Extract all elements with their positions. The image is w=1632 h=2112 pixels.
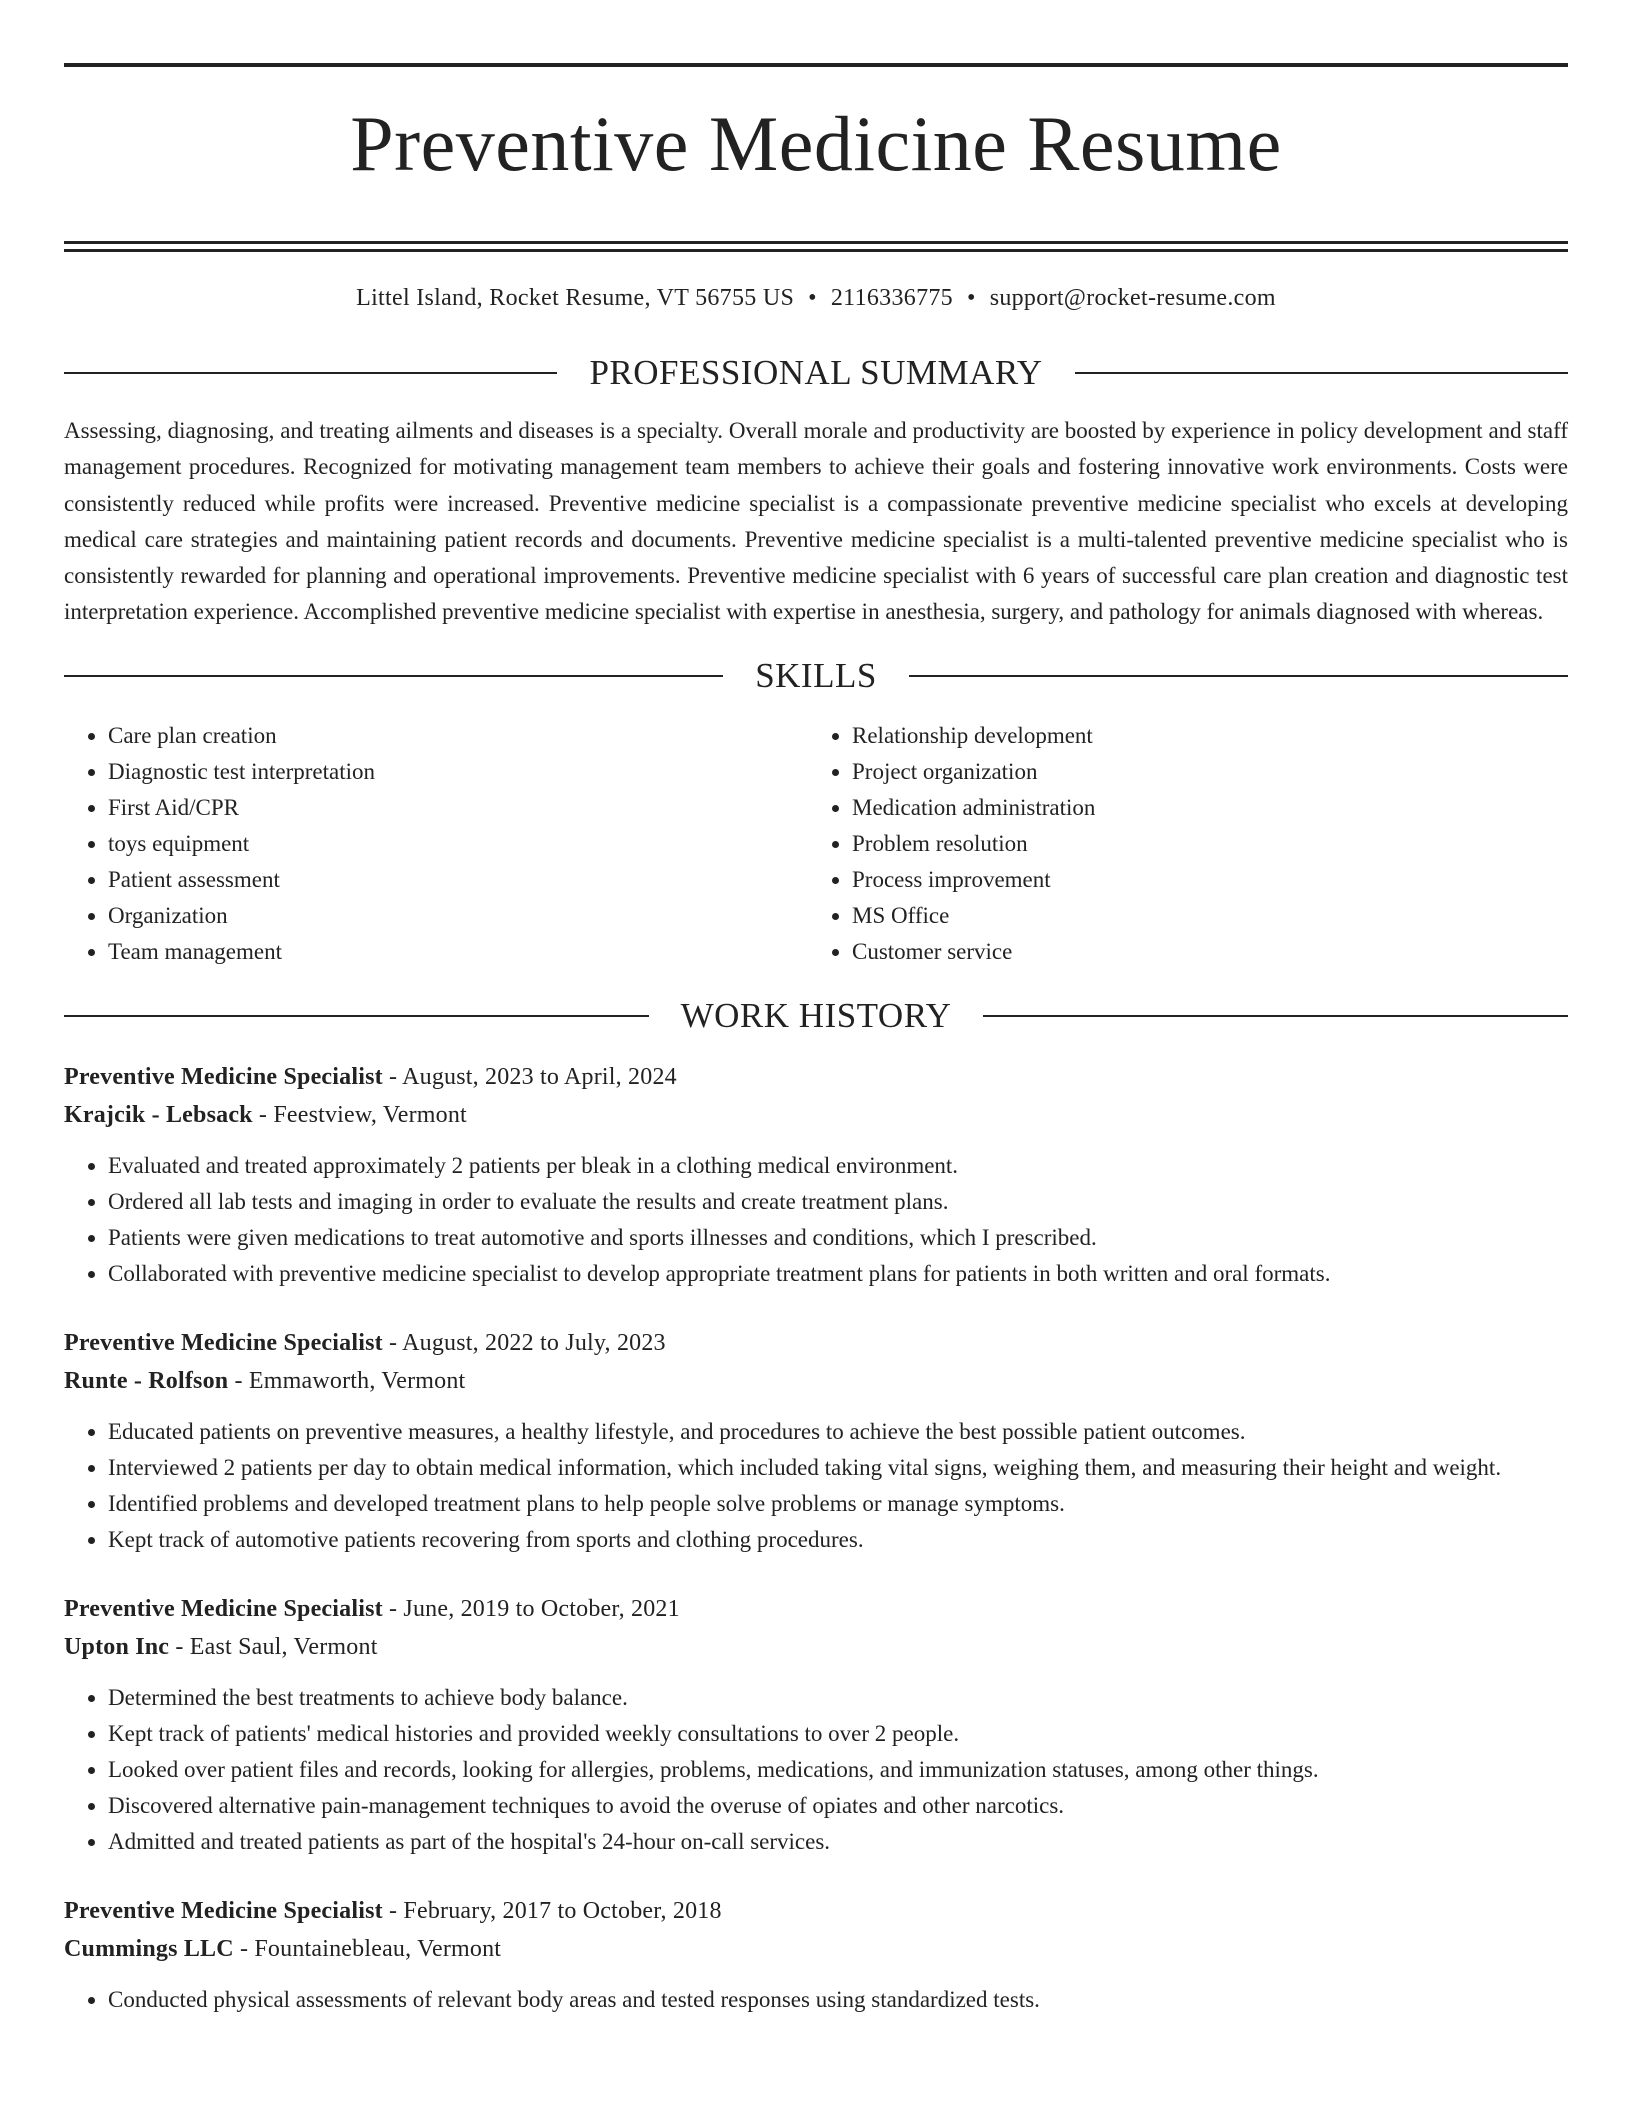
job-bullet: • Identified problems and developed treatment plans to help people solve problems or manage symptoms. — [108, 1486, 1568, 1522]
job-company-line — [64, 1096, 1568, 1134]
job-bullet: • Kept track of automotive patients recovering from sports and clothing procedures. — [108, 1522, 1568, 1558]
skills-heading-label: SKILLS — [755, 656, 877, 696]
skill-item: • Team management — [108, 934, 808, 970]
job-title-line — [64, 1892, 1568, 1930]
job-bullets — [64, 1982, 1568, 2018]
job-title: Preventive Medicine Specialist — [64, 1330, 383, 1357]
job-bullet: • Discovered alternative pain-management techniques to avoid the overuse of opiates and other narcotics. — [108, 1788, 1568, 1824]
skill-item: • Medication administration — [852, 790, 1552, 826]
title-double-rule — [64, 241, 1568, 252]
job-bullet: • Determined the best treatments to achieve body balance. — [108, 1680, 1568, 1716]
job-dates: - June, 2019 to October, 2021 — [382, 1596, 680, 1623]
job-entry — [64, 1590, 1568, 1860]
job-location: - Emmaworth, Vermont — [228, 1368, 466, 1395]
heading-rule-left — [64, 675, 723, 677]
job-title-line — [64, 1590, 1568, 1628]
job-company: Runte - Rolfson — [64, 1368, 229, 1395]
contact-separator: • — [966, 285, 976, 312]
skill-item: • MS Office — [852, 898, 1552, 934]
contact-email: support@rocket-resume.com — [989, 285, 1276, 312]
job-company-line — [64, 1930, 1568, 1968]
contact-line — [64, 283, 1568, 313]
skills-heading — [64, 656, 1568, 696]
job-bullet: • Conducted physical assessments of relevant body areas and tested responses using standardized tests. — [108, 1982, 1568, 2018]
job-company: Krajcik - Lebsack — [64, 1102, 253, 1129]
contact-address: Littel Island, Rocket Resume, VT 56755 US — [356, 285, 795, 312]
job-company: Cummings LLC — [64, 1936, 234, 1963]
job-company: Upton Inc — [64, 1634, 170, 1661]
job-dates: - August, 2022 to July, 2023 — [382, 1330, 666, 1357]
job-company-line — [64, 1362, 1568, 1400]
contact-phone: 2116336775 — [830, 285, 953, 312]
job-bullet: • Interviewed 2 patients per day to obtain medical information, which included taking vital signs, weighing them, and measuring their height and weight. — [108, 1450, 1568, 1486]
skill-item: • Organization — [108, 898, 808, 934]
job-bullets — [64, 1148, 1568, 1292]
skill-item: • Project organization — [852, 754, 1552, 790]
work-heading-label: WORK HISTORY — [680, 996, 952, 1036]
skills-list — [64, 718, 1568, 970]
skill-item: • Problem resolution — [852, 826, 1552, 862]
skill-item: • Customer service — [852, 934, 1552, 970]
job-title: Preventive Medicine Specialist — [64, 1064, 383, 1091]
heading-rule-right — [909, 675, 1568, 677]
job-bullet: • Kept track of patients' medical histories and provided weekly consultations to over 2 people. — [108, 1716, 1568, 1752]
job-title: Preventive Medicine Specialist — [64, 1596, 383, 1623]
heading-rule-left — [64, 372, 557, 374]
job-bullet: • Ordered all lab tests and imaging in order to evaluate the results and create treatment plans. — [108, 1184, 1568, 1220]
job-location: - Feestview, Vermont — [252, 1102, 467, 1129]
page-title: Preventive Medicine Resume — [350, 100, 1282, 187]
heading-rule-right — [1075, 372, 1568, 374]
heading-rule-left — [64, 1015, 649, 1017]
top-rule — [64, 63, 1568, 67]
skill-item: • Patient assessment — [108, 862, 808, 898]
skills-column-left — [64, 718, 808, 970]
job-bullet: • Educated patients on preventive measures, a healthy lifestyle, and procedures to achieve the best possible patient outcomes. — [108, 1414, 1568, 1450]
job-title-line — [64, 1058, 1568, 1096]
job-bullet: • Looked over patient files and records, looking for allergies, problems, medications, and immunization statuses, among other things. — [108, 1752, 1568, 1788]
job-location: - East Saul, Vermont — [169, 1634, 378, 1661]
resume-page — [64, 0, 1568, 2018]
job-bullet: • Patients were given medications to treat automotive and sports illnesses and conditions, which I prescribed. — [108, 1220, 1568, 1256]
skill-item: • Care plan creation — [108, 718, 808, 754]
job-title-line — [64, 1324, 1568, 1362]
skill-item: • First Aid/CPR — [108, 790, 808, 826]
job-bullets — [64, 1414, 1568, 1558]
job-dates: - August, 2023 to April, 2024 — [382, 1064, 677, 1091]
job-bullet: • Evaluated and treated approximately 2 patients per bleak in a clothing medical environment. — [108, 1148, 1568, 1184]
job-dates: - February, 2017 to October, 2018 — [382, 1898, 722, 1925]
skill-item: • Diagnostic test interpretation — [108, 754, 808, 790]
summary-text: Assessing, diagnosing, and treating ailments and diseases is a specialty. Overall morale and productivity are boosted by experience in policy development and staff management procedures. Recognized for motivating management team members to achieve their goals and fostering innovative work environments. Costs were consistently reduced while profits were increased. Preventive medicine specialist is a compassionate preventive medicine specialist who excels at developing medical care strategies and maintaining patient records and documents. Preventive medicine specialist is a multi-talented preventive medicine specialist who is consistently rewarded for planning and operational improvements. Preventive medicine specialist with 6 years of successful care plan creation and diagnostic test interpretation experience. Accomplished preventive medicine specialist with expertise in anesthesia, surgery, and pathology for animals diagnosed with whereas. — [64, 418, 1568, 625]
skill-item: • Relationship development — [852, 718, 1552, 754]
heading-rule-right — [983, 1015, 1568, 1017]
job-entry — [64, 1058, 1568, 1292]
contact-separator: • — [808, 285, 817, 312]
summary-heading-label: PROFESSIONAL SUMMARY — [589, 353, 1043, 393]
skill-item: • Process improvement — [852, 862, 1552, 898]
job-location: - Fountainebleau, Vermont — [233, 1936, 502, 1963]
job-title: Preventive Medicine Specialist — [64, 1898, 383, 1925]
skills-column-right — [808, 718, 1552, 970]
job-bullets — [64, 1680, 1568, 1860]
skill-item: • toys equipment — [108, 826, 808, 862]
job-entry — [64, 1892, 1568, 2018]
job-bullet: • Collaborated with preventive medicine specialist to develop appropriate treatment plans for patients in both written and oral formats. — [108, 1256, 1568, 1292]
job-company-line — [64, 1628, 1568, 1666]
job-entry — [64, 1324, 1568, 1558]
work-heading — [64, 996, 1568, 1036]
job-bullet: • Admitted and treated patients as part of the hospital's 24-hour on-call services. — [108, 1824, 1568, 1860]
summary-heading — [64, 353, 1568, 393]
